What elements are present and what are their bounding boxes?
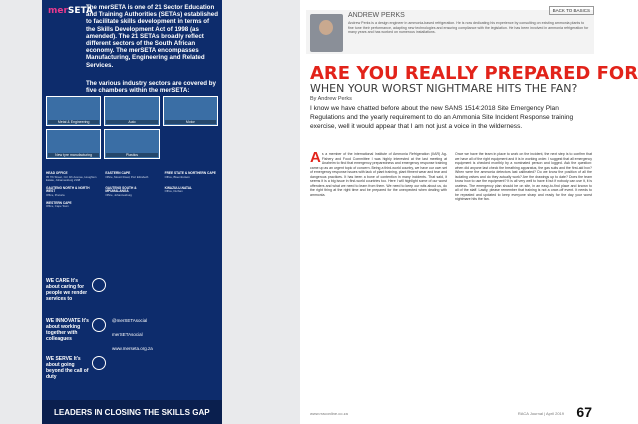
value-care-text: WE CARE It's about caring for people we render services to [46, 278, 88, 302]
advert-intro: The merSETA is one of 21 Sector Education and Training Authorities (SETAs) established to facilitate skills development in terms of the Skills Development Act of 1998 (as amended). The 21 SETAs broadly reflect different sectors of the South African economy. The merSETA encompasses Manufacturing, Engineering and Related Services. [86, 4, 219, 69]
hands-icon [92, 356, 106, 370]
twitter-handle: @merSETAsocial [112, 318, 148, 323]
contact-block [46, 202, 99, 209]
contact-body: Office, Mount Road, Port Elizabeth [105, 174, 149, 179]
heart-icon [92, 278, 106, 292]
website-link[interactable]: www.merseta.org.za [112, 346, 153, 351]
chamber-tile [163, 96, 218, 126]
author-name: ANDREW PERKS [348, 12, 405, 19]
value-care [46, 278, 106, 302]
office-contacts [46, 172, 218, 209]
contact-body: Office, Cape Town [46, 204, 69, 209]
facebook-handle: merSETAsocial [112, 332, 143, 337]
merseta-advert [42, 0, 222, 424]
drop-cap: A [310, 149, 321, 166]
contact-body: Office, Johannesburg [105, 192, 132, 197]
value-serve [46, 356, 106, 380]
author-photo [310, 14, 343, 52]
contact-block [105, 172, 158, 183]
advert-tagline: LEADERS IN CLOSING THE SKILLS GAP [42, 400, 222, 424]
contact-title: WESTERN CAPE [46, 200, 72, 205]
advert-chambers: The various industry sectors are covered by five chambers within the merSETA: [86, 80, 216, 95]
chamber-tile-label: Metal & Engineering [48, 120, 99, 124]
chamber-tile [46, 129, 101, 159]
right-page [300, 0, 638, 424]
logo-text-brand: SETA [67, 6, 93, 16]
chamber-tile-label: Auto [106, 120, 157, 124]
value-serve-text: WE SERVE It's about going beyond the call of duty [46, 356, 89, 380]
value-innovate-text: WE INNOVATE It's about working together with colleagues [46, 318, 89, 342]
lightbulb-icon [92, 318, 106, 332]
chamber-tile [104, 129, 159, 159]
article-column-1 [310, 149, 447, 408]
chamber-tile-label: Plastics [106, 153, 157, 157]
column-1-text: s a member of the international Institute of Ammonia Refrigeration (IIAR) Ag-Fishery and Food Committee I was highly interested at the last meeting at Anaheim to find that emergency preparedness and emergency response training came up as an urgent topic of concern. Being a third-world country, we have our own set of emergency response issues with lack of plant training, plant fitment wear and tear and dangerous practices. It has been a bone of contention in many incidents. That said, it seems it is a big issue in first-world countries too. Here I will highlight some of our worst offenders and what we need to learn from them. We need to keep our wits about us, do the right thing at the right time and be prepared for the unexpected when dealing with ammonia. [310, 152, 447, 197]
chamber-tile-label: Motor [165, 120, 216, 124]
chamber-tile-label: New tyre manufacturing [48, 153, 99, 157]
subheadline: WHEN YOUR WORST NIGHTMARE HITS THE FAN? [310, 82, 578, 95]
contact-title: GAUTENG SOUTH & MPUMALANGA [105, 185, 137, 194]
footer-issue: RACA Journal | April 2019 [517, 411, 564, 416]
contact-block [46, 187, 99, 198]
section-tag: BACK TO BASICS [549, 6, 594, 15]
contact-title: GAUTENG NORTH & NORTH WEST [46, 185, 90, 194]
chamber-tile [104, 96, 159, 126]
value-innovate [46, 318, 106, 342]
contact-body: Office, Bloemfontein [164, 174, 190, 179]
contact-block [165, 172, 218, 183]
footer-website: www.rraconline.co.za [310, 411, 348, 416]
contact-block [105, 187, 158, 198]
lead-paragraph: I know we have chatted before about the new SANS 1514:2018 Site Emergency Plan Regulations and the yearly requirement to do an Ammonia Site Incident Response training exercise, well it would appear that I am not just a voice in the wilderness. [310, 105, 574, 130]
article-body [310, 149, 592, 408]
article-column-2 [455, 152, 592, 408]
left-page [0, 0, 300, 424]
byline: By Andrew Perks [310, 96, 352, 102]
author-bio: Andrew Perks is a design engineer in ammonia-based refrigeration. He is now dedicating his experience by consulting on existing ammonia plants to fine tune their performance, adapting new technologies and ensuring compliance with the legislation. He has been involved in ammonia refrigeration for many years and has worked on numerous installations. [348, 21, 589, 34]
contact-body: 95 7th Street, Cnr 4th Avenue, Houghton Estate, Johannesburg 2198 [46, 174, 97, 183]
chamber-tile [46, 96, 101, 126]
contact-title: FREE STATE & NORTHERN CAPE [164, 171, 216, 175]
column-2-text: Once we have the team in place to work on the incident, the next step is to confirm that we have all of the right equipment and it is in working order. I suggest that all emergency equipment is checked monthly by a nominated person and logged. Ask the question: when did anyone last check the breathing apparatus, the gas suits and the first-aid box? When were the ammonia detectors last calibrated? Do we know the position of all the isolating valves and do they actually work? Are the drawings up to date? Does the team know how to use the equipment? It is all very well to have it but if nobody can use it, it is useless. The emergency plan should be on site, in an easy-to-find place and known to all of the staff. Lastly, please remember that training is not a once-off event. It needs to be repeated and updated to keep everyone sharp and ready for the day your worst nightmare hits the fan. [455, 152, 592, 202]
headline: ARE YOU REALLY PREPARED FOR [310, 63, 638, 84]
contact-title: HEAD OFFICE [46, 171, 68, 175]
contact-body: Office, Durban [164, 189, 183, 194]
author-box [306, 10, 594, 54]
logo-text-pre: mer [48, 6, 68, 16]
contact-body: Office, Pretoria [46, 192, 65, 197]
contact-block [165, 187, 218, 198]
chamber-grid [46, 96, 218, 159]
contact-block [46, 172, 99, 183]
page-number: 67 [576, 404, 592, 420]
contact-title: KWAZULU-NATAL [164, 185, 192, 190]
contact-title: EASTERN CAPE [105, 171, 131, 175]
